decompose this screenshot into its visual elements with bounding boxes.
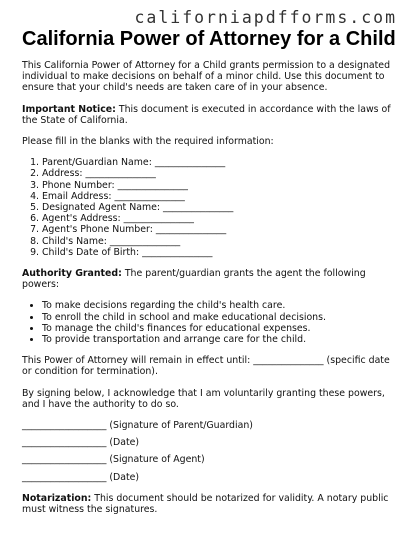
watermark: californiapdfforms.com — [134, 8, 397, 27]
authority-paragraph — [22, 268, 394, 290]
notice-paragraph — [22, 104, 394, 126]
power-item: • To make decisions regarding the child's health care. — [42, 300, 394, 311]
signature-line-agent: __________________ (Signature of Agent) — [22, 454, 205, 466]
powers-list — [22, 300, 394, 345]
notarization-paragraph — [22, 493, 394, 515]
document-body — [22, 60, 394, 525]
authority-text: The parent/guardian grants the agent the following powers: — [22, 268, 366, 291]
signature-line-date: __________________ (Date) — [22, 437, 140, 449]
power-item: • To manage the child's finances for educational expenses. — [42, 323, 394, 334]
power-item: • To enroll the child in school and make educational decisions. — [42, 312, 394, 323]
acknowledge-paragraph: By signing below, I acknowledge that I am voluntarily granting these powers, and I have the authority to do so. — [22, 387, 385, 410]
notarization-label: Notarization: — [22, 492, 92, 504]
fill-instruction: Please fill in the blanks with the required information: — [22, 136, 274, 148]
field-item: 6. Agent's Address: _______________ — [42, 213, 394, 224]
authority-label: Authority Granted: — [22, 268, 122, 280]
notarization-text: This document should be notarized for validity. A notary public must witness the signatures. — [22, 492, 389, 516]
signature-line-date: __________________ (Date) — [22, 471, 140, 483]
power-item: • To provide transportation and arrange care for the child. — [42, 334, 394, 345]
signature-line-parent: __________________ (Signature of Parent/Guardian) — [22, 420, 253, 432]
field-item: 3. Phone Number: _______________ — [42, 180, 394, 191]
field-item: 2. Address: _______________ — [42, 168, 394, 179]
document-title: California Power of Attorney for a Child — [22, 28, 396, 50]
field-item: 4. Email Address: _______________ — [42, 191, 394, 202]
field-item: 9. Child's Date of Birth: _______________ — [42, 247, 394, 258]
fields-list — [22, 157, 394, 258]
field-item: 7. Agent's Phone Number: _______________ — [42, 224, 394, 235]
field-item: 5. Designated Agent Name: _______________ — [42, 202, 394, 213]
notice-label: Important Notice: — [22, 103, 116, 115]
intro-paragraph: This California Power of Attorney for a Child grants permission to a designated individual to make decisions on behalf of a minor child. Use this document to ensure that your child's needs are taken care of in your absence. — [22, 60, 391, 94]
field-item: 1. Parent/Guardian Name: _______________ — [42, 157, 394, 168]
notice-text: This document is executed in accordance with the laws of the State of California. — [22, 103, 391, 126]
effect-paragraph: This Power of Attorney will remain in effect until: _______________ (specific date or condition for termination). — [22, 355, 390, 378]
field-item: 8. Child's Name: _______________ — [42, 236, 394, 247]
